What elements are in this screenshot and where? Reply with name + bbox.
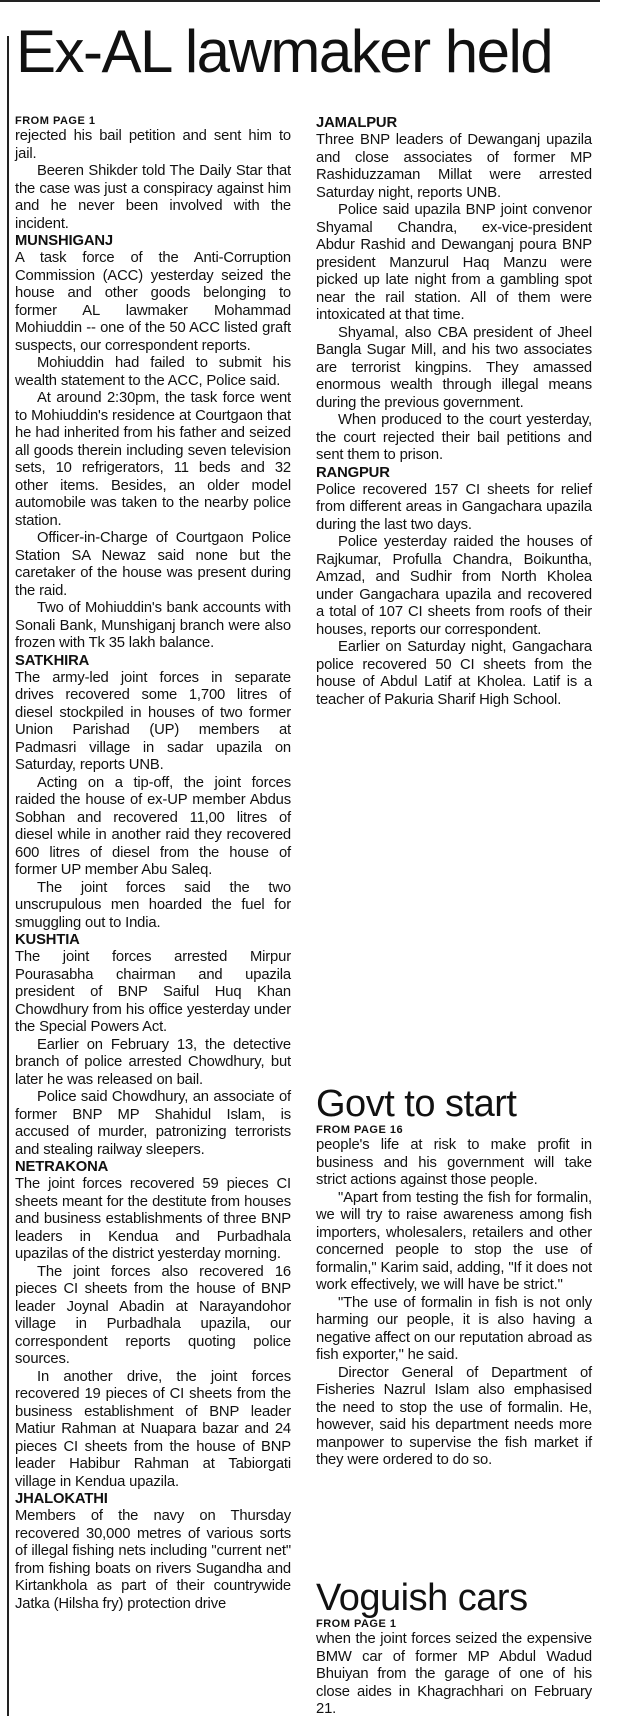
- paragraph: rejected his bail petition and sent him to jail.: [15, 128, 291, 162]
- paragraph: The joint forces also recovered 16 pieces CI sheets from the house of BNP leader Joynal Abadin at Narayandohor village in Purbadhala upazila, our correspondent reports quoting police sources.: [15, 1263, 291, 1367]
- paragraph: Director General of Department of Fisheries Nazrul Islam also emphasised the need to stop the use of formalin. He, however, said his department needs more manpower to supervise the fish market if they were ordered to do so.: [316, 1364, 592, 1468]
- paragraph: In another drive, the joint forces recovered 19 pieces of CI sheets from the business establishment of BNP leader Matiur Rahman at Nuapara bazar and 24 pieces CI sheets from the house of BNP leader Habibur Rahman at Tabiorgati village in Kendua upazila.: [15, 1368, 291, 1490]
- govt-story: [316, 1084, 592, 1470]
- cars-from-page: FROM PAGE 1: [316, 1618, 397, 1630]
- paragraph: Police said Chowdhury, an associate of former BNP MP Shahidul Islam, is accused of murder, patronizing terrorists and stealing railway sleepers.: [15, 1089, 291, 1158]
- dateline-munshiganj: MUNSHIGANJ: [15, 233, 113, 249]
- dateline-jhalokathi: JHALOKATHI: [15, 1491, 108, 1507]
- paragraph: Beeren Shikder told The Daily Star that the case was just a conspiracy against him and he never been involved with the incident.: [15, 163, 291, 232]
- dateline-jamalpur: JAMALPUR: [316, 115, 398, 131]
- main-from-page: FROM PAGE 1: [15, 115, 96, 127]
- paragraph: Officer-in-Charge of Courtgaon Police Station SA Newaz said none but the caretaker of the house was present during the raid.: [15, 530, 291, 599]
- paragraph: people's life at risk to make profit in business and his government will take strict actions against those people.: [316, 1137, 592, 1188]
- cars-story: [316, 1578, 592, 1719]
- paragraph: The joint forces recovered 59 pieces CI sheets meant for the destitute from houses and business establishments of three BNP leaders in Kendua and Purbadhala upazilas of the district yesterday morning.: [15, 1176, 291, 1262]
- paragraph: Mohiuddin had failed to submit his wealth statement to the ACC, Police said.: [15, 355, 291, 389]
- paragraph: "The use of formalin in fish is not only harming our people, it is also having a negative affect on our reputation abroad as fish exporter," he said.: [316, 1294, 592, 1363]
- right-column: [316, 115, 592, 709]
- paragraph: A task force of the Anti-Corruption Commission (ACC) yesterday seized the house and other goods belonging to former AL lawmaker Mohammad Mohiuddin -- one of the 50 ACC listed graft suspects, our correspondent reports.: [15, 250, 291, 354]
- paragraph: Shyamal, also CBA president of Jheel Bangla Sugar Mill, and his two associates are terrorist kingpins. They amassed enormous wealth through illegal means during the previous government.: [316, 324, 592, 411]
- paragraph: When produced to the court yesterday, the court rejected their bail petitions and sent them to prison.: [316, 412, 592, 463]
- dateline-satkhira: SATKHIRA: [15, 652, 90, 669]
- paragraph: Earlier on Saturday night, Gangachara police recovered 50 CI sheets from the house of Abdul Latif at Kholea. Latif is a teacher of Pakuria Sharif High School.: [316, 639, 592, 708]
- paragraph: "Apart from testing the fish for formalin, we will try to raise awareness among fish importers, wholesalers, retailers and other concerned people to stop the use of formalin," Karim said, adding, "If it does not work effectively, we will have be strict.": [316, 1189, 592, 1293]
- left-column-rule: [7, 36, 9, 1716]
- main-headline: Ex-AL lawmaker held: [16, 18, 553, 85]
- govt-headline: Govt to start: [316, 1083, 517, 1125]
- paragraph: Acting on a tip-off, the joint forces raided the house of ex-UP member Abdus Sobhan and recovered 11,00 litres of diesel while in another raid they recovered 600 litres of diesel from the house of former UP member Abu Saleq.: [15, 774, 291, 878]
- cars-headline: Voguish cars: [316, 1577, 528, 1619]
- paragraph: The joint forces said the two unscrupulous men hoarded the fuel for smuggling out to India.: [15, 879, 291, 931]
- paragraph: Two of Mohiuddin's bank accounts with Sonali Bank, Munshiganj branch were also frozen with Tk 35 lakh balance.: [15, 600, 291, 651]
- paragraph: Police recovered 157 CI sheets for relief from different areas in Gangachara upazila during the last two days.: [316, 481, 592, 533]
- paragraph: The army-led joint forces in separate drives recovered some 1,700 litres of diesel stockpiled in houses of two former Union Parishad (UP) members at Padmasri village in sadar upazila on Saturday, reports UNB.: [15, 669, 291, 773]
- paragraph: Three BNP leaders of Dewanganj upazila and close associates of former MP Rashiduzzaman Millat were arrested Saturday night, reports UNB.: [316, 132, 592, 201]
- top-rule: [0, 0, 600, 2]
- govt-from-page: FROM PAGE 16: [316, 1124, 404, 1136]
- left-column: [15, 115, 291, 1613]
- dateline-kushtia: KUSHTIA: [15, 932, 80, 948]
- paragraph: Earlier on February 13, the detective branch of police arrested Chowdhury, but later he was released on bail.: [15, 1036, 291, 1088]
- paragraph: The joint forces arrested Mirpur Pourasabha chairman and upazila president of BNP Saiful Huq Khan Chowdhury from his office yesterday under the Special Powers Act.: [15, 949, 291, 1035]
- paragraph: Police yesterday raided the houses of Rajkumar, Profulla Chandra, Boikuntha, Amzad, and Sudhir from North Kholea under Gangachara upazila and recovered a total of 107 CI sheets from roofs of their houses, reports our correspondent.: [316, 534, 592, 638]
- dateline-rangpur: RANGPUR: [316, 464, 390, 481]
- dateline-netrakona: NETRAKONA: [15, 1159, 109, 1175]
- paragraph: At around 2:30pm, the task force went to Mohiuddin's residence at Courtgaon that he had inherited from his father and seized all goods therein including seven television sets, 10 refrigerators, 11 beds and 32 other items. Besides, an older model automobile was taken to the nearby police station.: [15, 390, 291, 529]
- paragraph: Police said upazila BNP joint convenor Shyamal Chandra, ex-vice-president Abdur Rashid and Dewanganj poura BNP president Manzurul Haq Manzu were picked up late night from a gambling spot near the rail station. All of them were intoxicated at that time.: [316, 202, 592, 323]
- paragraph-continued: Members of the navy on Thursday recovered 30,000 metres of various sorts of illegal fishing nets including "current net" from fishing boats on rivers Sugandha and Kirtankhola as part of their countrywide Jatka (Hilsha fry) protection drive: [15, 1508, 291, 1612]
- paragraph: when the joint forces seized the expensive BMW car of former MP Abdul Wadud Bhuiyan from the garage of one of his close aides in Khagrachhari on February 21.: [316, 1631, 592, 1717]
